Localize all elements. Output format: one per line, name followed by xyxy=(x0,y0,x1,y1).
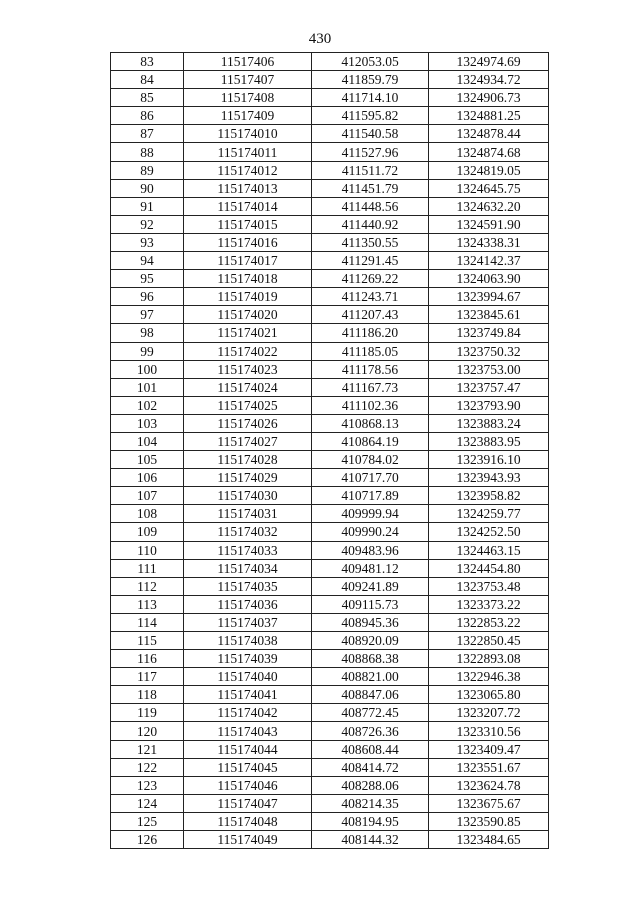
x-coordinate-cell: 408288.06 xyxy=(312,776,429,794)
point-number-cell: 125 xyxy=(111,812,184,830)
table-row xyxy=(111,414,549,432)
y-coordinate-cell: 1323484.65 xyxy=(429,831,549,849)
table-row xyxy=(111,71,549,89)
point-id-cell: 115174022 xyxy=(184,342,312,360)
point-number-cell: 84 xyxy=(111,71,184,89)
point-number-cell: 111 xyxy=(111,559,184,577)
table-row xyxy=(111,342,549,360)
table-row xyxy=(111,252,549,270)
x-coordinate-cell: 411291.45 xyxy=(312,252,429,270)
x-coordinate-cell: 409115.73 xyxy=(312,595,429,613)
point-id-cell: 115174018 xyxy=(184,270,312,288)
x-coordinate-cell: 408144.32 xyxy=(312,831,429,849)
point-number-cell: 119 xyxy=(111,704,184,722)
point-number-cell: 86 xyxy=(111,107,184,125)
table-row xyxy=(111,686,549,704)
point-id-cell: 11517406 xyxy=(184,53,312,71)
point-id-cell: 115174038 xyxy=(184,632,312,650)
point-id-cell: 115174036 xyxy=(184,595,312,613)
point-number-cell: 83 xyxy=(111,53,184,71)
point-id-cell: 115174042 xyxy=(184,704,312,722)
point-id-cell: 115174034 xyxy=(184,559,312,577)
table-row xyxy=(111,812,549,830)
y-coordinate-cell: 1324338.31 xyxy=(429,233,549,251)
point-id-cell: 115174041 xyxy=(184,686,312,704)
point-number-cell: 109 xyxy=(111,523,184,541)
table-row xyxy=(111,233,549,251)
x-coordinate-cell: 411102.36 xyxy=(312,396,429,414)
point-id-cell: 115174045 xyxy=(184,758,312,776)
point-number-cell: 91 xyxy=(111,197,184,215)
point-id-cell: 115174016 xyxy=(184,233,312,251)
point-id-cell: 115174012 xyxy=(184,161,312,179)
table-row xyxy=(111,704,549,722)
x-coordinate-cell: 411714.10 xyxy=(312,89,429,107)
point-number-cell: 85 xyxy=(111,89,184,107)
point-number-cell: 90 xyxy=(111,179,184,197)
y-coordinate-cell: 1324632.20 xyxy=(429,197,549,215)
table-row xyxy=(111,758,549,776)
point-id-cell: 115174020 xyxy=(184,306,312,324)
x-coordinate-cell: 409483.96 xyxy=(312,541,429,559)
point-number-cell: 116 xyxy=(111,650,184,668)
y-coordinate-cell: 1324881.25 xyxy=(429,107,549,125)
table-row xyxy=(111,722,549,740)
point-id-cell: 115174019 xyxy=(184,288,312,306)
table-row xyxy=(111,831,549,849)
table-row xyxy=(111,523,549,541)
point-number-cell: 118 xyxy=(111,686,184,704)
table-row xyxy=(111,577,549,595)
page-number: 430 xyxy=(308,31,332,47)
x-coordinate-cell: 411540.58 xyxy=(312,125,429,143)
x-coordinate-cell: 408214.35 xyxy=(312,794,429,812)
x-coordinate-cell: 410717.70 xyxy=(312,469,429,487)
point-id-cell: 115174029 xyxy=(184,469,312,487)
x-coordinate-cell: 410864.19 xyxy=(312,432,429,450)
point-number-cell: 87 xyxy=(111,125,184,143)
point-number-cell: 100 xyxy=(111,360,184,378)
coordinates-table xyxy=(110,52,549,849)
table-row xyxy=(111,451,549,469)
point-number-cell: 92 xyxy=(111,215,184,233)
point-number-cell: 124 xyxy=(111,794,184,812)
table-row xyxy=(111,324,549,342)
x-coordinate-cell: 411451.79 xyxy=(312,179,429,197)
x-coordinate-cell: 408726.36 xyxy=(312,722,429,740)
x-coordinate-cell: 411440.92 xyxy=(312,215,429,233)
point-id-cell: 115174033 xyxy=(184,541,312,559)
x-coordinate-cell: 411511.72 xyxy=(312,161,429,179)
y-coordinate-cell: 1322853.22 xyxy=(429,613,549,631)
table-row xyxy=(111,378,549,396)
point-number-cell: 93 xyxy=(111,233,184,251)
y-coordinate-cell: 1323793.90 xyxy=(429,396,549,414)
point-id-cell: 115174011 xyxy=(184,143,312,161)
point-id-cell: 115174043 xyxy=(184,722,312,740)
x-coordinate-cell: 411178.56 xyxy=(312,360,429,378)
y-coordinate-cell: 1322893.08 xyxy=(429,650,549,668)
point-number-cell: 110 xyxy=(111,541,184,559)
table-row xyxy=(111,794,549,812)
table-row xyxy=(111,487,549,505)
x-coordinate-cell: 409241.89 xyxy=(312,577,429,595)
y-coordinate-cell: 1323750.32 xyxy=(429,342,549,360)
y-coordinate-cell: 1324878.44 xyxy=(429,125,549,143)
point-number-cell: 105 xyxy=(111,451,184,469)
point-number-cell: 117 xyxy=(111,668,184,686)
table-row xyxy=(111,53,549,71)
y-coordinate-cell: 1323207.72 xyxy=(429,704,549,722)
y-coordinate-cell: 1324463.15 xyxy=(429,541,549,559)
point-number-cell: 88 xyxy=(111,143,184,161)
y-coordinate-cell: 1323675.67 xyxy=(429,794,549,812)
point-number-cell: 94 xyxy=(111,252,184,270)
point-id-cell: 115174014 xyxy=(184,197,312,215)
point-number-cell: 120 xyxy=(111,722,184,740)
point-id-cell: 115174032 xyxy=(184,523,312,541)
point-number-cell: 114 xyxy=(111,613,184,631)
table-row xyxy=(111,469,549,487)
y-coordinate-cell: 1322946.38 xyxy=(429,668,549,686)
y-coordinate-cell: 1324974.69 xyxy=(429,53,549,71)
point-number-cell: 96 xyxy=(111,288,184,306)
table-row xyxy=(111,270,549,288)
x-coordinate-cell: 410784.02 xyxy=(312,451,429,469)
point-id-cell: 11517409 xyxy=(184,107,312,125)
table-row xyxy=(111,360,549,378)
point-id-cell: 115174037 xyxy=(184,613,312,631)
point-number-cell: 89 xyxy=(111,161,184,179)
x-coordinate-cell: 409481.12 xyxy=(312,559,429,577)
point-id-cell: 115174044 xyxy=(184,740,312,758)
x-coordinate-cell: 411595.82 xyxy=(312,107,429,125)
x-coordinate-cell: 411207.43 xyxy=(312,306,429,324)
x-coordinate-cell: 408414.72 xyxy=(312,758,429,776)
point-id-cell: 115174010 xyxy=(184,125,312,143)
y-coordinate-cell: 1323845.61 xyxy=(429,306,549,324)
point-id-cell: 115174026 xyxy=(184,414,312,432)
y-coordinate-cell: 1323757.47 xyxy=(429,378,549,396)
y-coordinate-cell: 1323590.85 xyxy=(429,812,549,830)
point-number-cell: 95 xyxy=(111,270,184,288)
x-coordinate-cell: 408945.36 xyxy=(312,613,429,631)
x-coordinate-cell: 411448.56 xyxy=(312,197,429,215)
point-number-cell: 113 xyxy=(111,595,184,613)
point-id-cell: 115174035 xyxy=(184,577,312,595)
x-coordinate-cell: 411527.96 xyxy=(312,143,429,161)
point-number-cell: 97 xyxy=(111,306,184,324)
point-number-cell: 121 xyxy=(111,740,184,758)
point-id-cell: 11517408 xyxy=(184,89,312,107)
table-row xyxy=(111,288,549,306)
x-coordinate-cell: 411243.71 xyxy=(312,288,429,306)
point-id-cell: 115174030 xyxy=(184,487,312,505)
table-row xyxy=(111,197,549,215)
x-coordinate-cell: 410717.89 xyxy=(312,487,429,505)
y-coordinate-cell: 1323624.78 xyxy=(429,776,549,794)
table-row xyxy=(111,668,549,686)
table-row xyxy=(111,740,549,758)
point-id-cell: 115174025 xyxy=(184,396,312,414)
coordinates-table-body xyxy=(111,53,549,849)
y-coordinate-cell: 1324454.80 xyxy=(429,559,549,577)
table-row xyxy=(111,107,549,125)
x-coordinate-cell: 411350.55 xyxy=(312,233,429,251)
point-id-cell: 115174013 xyxy=(184,179,312,197)
y-coordinate-cell: 1324591.90 xyxy=(429,215,549,233)
table-row xyxy=(111,650,549,668)
x-coordinate-cell: 411186.20 xyxy=(312,324,429,342)
y-coordinate-cell: 1324063.90 xyxy=(429,270,549,288)
y-coordinate-cell: 1322850.45 xyxy=(429,632,549,650)
point-id-cell: 115174023 xyxy=(184,360,312,378)
y-coordinate-cell: 1323409.47 xyxy=(429,740,549,758)
point-id-cell: 115174039 xyxy=(184,650,312,668)
y-coordinate-cell: 1323943.93 xyxy=(429,469,549,487)
x-coordinate-cell: 408868.38 xyxy=(312,650,429,668)
point-number-cell: 104 xyxy=(111,432,184,450)
point-number-cell: 108 xyxy=(111,505,184,523)
x-coordinate-cell: 408847.06 xyxy=(312,686,429,704)
point-id-cell: 11517407 xyxy=(184,71,312,89)
point-id-cell: 115174040 xyxy=(184,668,312,686)
y-coordinate-cell: 1323753.00 xyxy=(429,360,549,378)
y-coordinate-cell: 1324819.05 xyxy=(429,161,549,179)
point-id-cell: 115174031 xyxy=(184,505,312,523)
y-coordinate-cell: 1324934.72 xyxy=(429,71,549,89)
y-coordinate-cell: 1323749.84 xyxy=(429,324,549,342)
table-row xyxy=(111,89,549,107)
x-coordinate-cell: 408608.44 xyxy=(312,740,429,758)
y-coordinate-cell: 1323916.10 xyxy=(429,451,549,469)
table-row xyxy=(111,559,549,577)
table-row xyxy=(111,632,549,650)
point-id-cell: 115174017 xyxy=(184,252,312,270)
y-coordinate-cell: 1323883.24 xyxy=(429,414,549,432)
x-coordinate-cell: 408920.09 xyxy=(312,632,429,650)
point-id-cell: 115174047 xyxy=(184,794,312,812)
x-coordinate-cell: 408772.45 xyxy=(312,704,429,722)
table-row xyxy=(111,432,549,450)
table-row xyxy=(111,306,549,324)
point-number-cell: 115 xyxy=(111,632,184,650)
x-coordinate-cell: 409999.94 xyxy=(312,505,429,523)
point-number-cell: 101 xyxy=(111,378,184,396)
point-id-cell: 115174046 xyxy=(184,776,312,794)
y-coordinate-cell: 1323310.56 xyxy=(429,722,549,740)
table-row xyxy=(111,125,549,143)
point-id-cell: 115174027 xyxy=(184,432,312,450)
table-row xyxy=(111,595,549,613)
y-coordinate-cell: 1323994.67 xyxy=(429,288,549,306)
point-number-cell: 99 xyxy=(111,342,184,360)
y-coordinate-cell: 1323065.80 xyxy=(429,686,549,704)
point-number-cell: 122 xyxy=(111,758,184,776)
x-coordinate-cell: 411185.05 xyxy=(312,342,429,360)
point-id-cell: 115174049 xyxy=(184,831,312,849)
point-number-cell: 103 xyxy=(111,414,184,432)
point-id-cell: 115174028 xyxy=(184,451,312,469)
y-coordinate-cell: 1324142.37 xyxy=(429,252,549,270)
y-coordinate-cell: 1324874.68 xyxy=(429,143,549,161)
point-id-cell: 115174048 xyxy=(184,812,312,830)
y-coordinate-cell: 1323958.82 xyxy=(429,487,549,505)
y-coordinate-cell: 1323883.95 xyxy=(429,432,549,450)
point-number-cell: 123 xyxy=(111,776,184,794)
table-row xyxy=(111,776,549,794)
table-row xyxy=(111,161,549,179)
table-row xyxy=(111,215,549,233)
x-coordinate-cell: 412053.05 xyxy=(312,53,429,71)
x-coordinate-cell: 411859.79 xyxy=(312,71,429,89)
table-row xyxy=(111,541,549,559)
y-coordinate-cell: 1324645.75 xyxy=(429,179,549,197)
table-row xyxy=(111,613,549,631)
x-coordinate-cell: 410868.13 xyxy=(312,414,429,432)
point-number-cell: 106 xyxy=(111,469,184,487)
point-number-cell: 102 xyxy=(111,396,184,414)
table-row xyxy=(111,179,549,197)
x-coordinate-cell: 409990.24 xyxy=(312,523,429,541)
point-id-cell: 115174015 xyxy=(184,215,312,233)
point-id-cell: 115174024 xyxy=(184,378,312,396)
table-row xyxy=(111,143,549,161)
table-row xyxy=(111,396,549,414)
x-coordinate-cell: 411269.22 xyxy=(312,270,429,288)
y-coordinate-cell: 1323551.67 xyxy=(429,758,549,776)
y-coordinate-cell: 1324252.50 xyxy=(429,523,549,541)
y-coordinate-cell: 1324259.77 xyxy=(429,505,549,523)
point-number-cell: 107 xyxy=(111,487,184,505)
x-coordinate-cell: 408194.95 xyxy=(312,812,429,830)
point-number-cell: 112 xyxy=(111,577,184,595)
table-row xyxy=(111,505,549,523)
x-coordinate-cell: 408821.00 xyxy=(312,668,429,686)
point-number-cell: 98 xyxy=(111,324,184,342)
point-id-cell: 115174021 xyxy=(184,324,312,342)
y-coordinate-cell: 1323753.48 xyxy=(429,577,549,595)
y-coordinate-cell: 1324906.73 xyxy=(429,89,549,107)
point-number-cell: 126 xyxy=(111,831,184,849)
y-coordinate-cell: 1323373.22 xyxy=(429,595,549,613)
x-coordinate-cell: 411167.73 xyxy=(312,378,429,396)
